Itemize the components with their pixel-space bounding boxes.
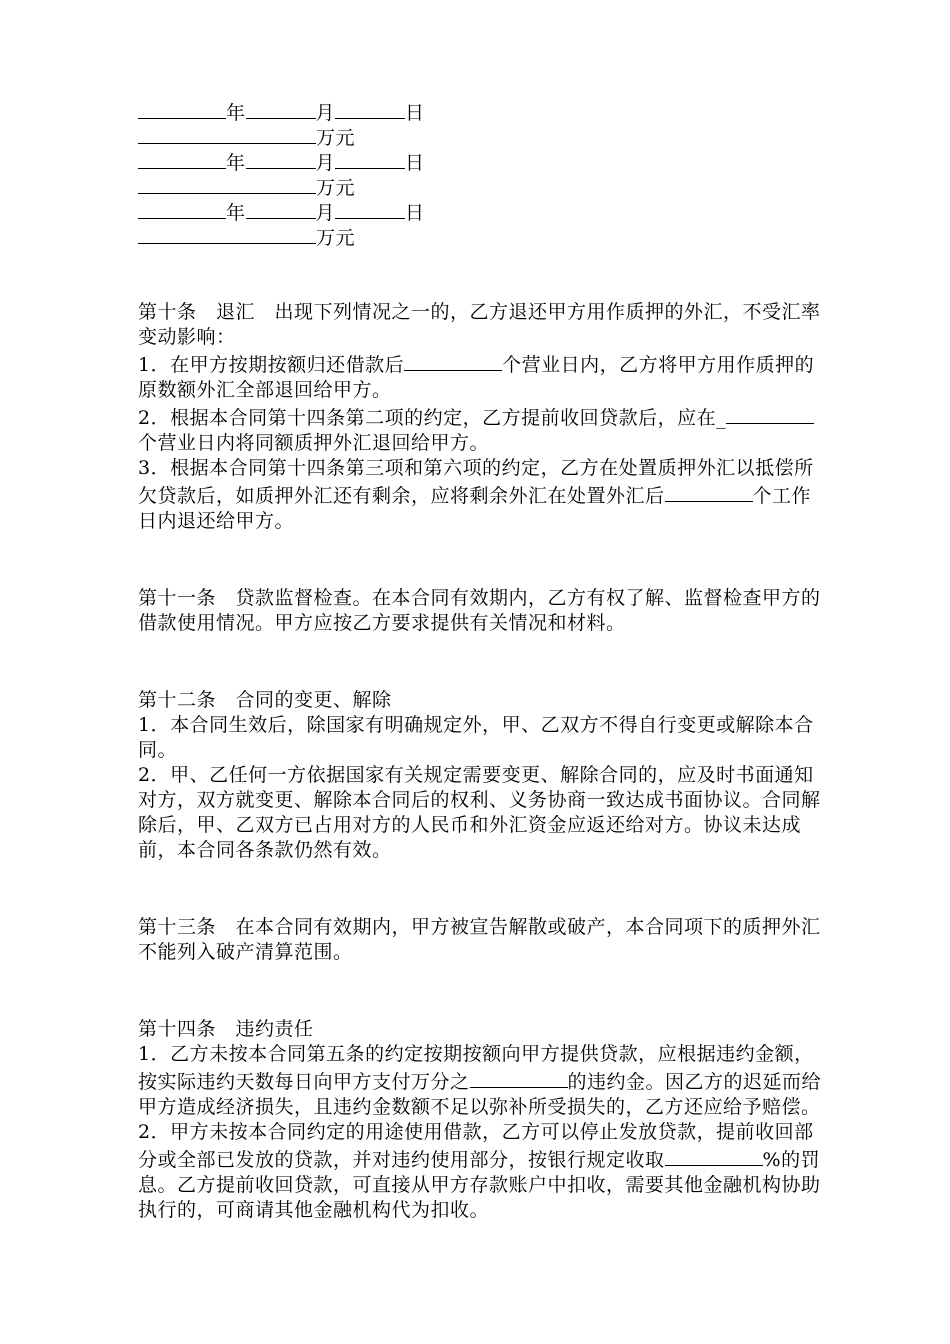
article-12 [138, 688, 828, 863]
month-label: 月 [315, 102, 336, 124]
article-10-item-3: 3．根据本合同第十四条第三项和第六项的约定，乙方在处置质押外汇以抵偿所欠贷款后，如质押外汇还有剩余，应将剩余外汇在处置外汇后 个工作日内退还给甲方。 [138, 457, 814, 532]
article-10-item-1: 1．在甲方按期按额归还借款后 个营业日内，乙方将甲方用作质押的原数额外汇全部退回给甲方。 [138, 350, 828, 403]
day-label: 日 [405, 202, 425, 224]
spacer [138, 534, 828, 586]
year-label: 年 [226, 102, 246, 124]
business-days-blank[interactable] [404, 350, 502, 371]
article-11 [138, 586, 828, 636]
article-14-heading: 第十四条 违约责任 [138, 1018, 314, 1040]
month-label: 月 [315, 152, 336, 174]
working-days-blank[interactable] [665, 481, 753, 502]
schedule-date-row [138, 148, 828, 173]
schedule-date-row [138, 98, 828, 123]
schedule-amount-row [138, 223, 828, 248]
article-10 [138, 300, 828, 534]
article-14-item-1: 1．乙方未按本合同第五条的约定按期按额向甲方提供贷款，应根据违约金额，按实际违约天数每日向甲方支付万分之 的违约金。因乙方的迟延而给甲方造成经济损失，且违约金数额不足以弥补所受损失的，乙方还应给予赔偿。 [138, 1043, 822, 1118]
contract-page [138, 98, 828, 1223]
article-10-heading: 第十条 退汇 出现下列情况之一的，乙方退还甲方用作质押的外汇，不受汇率变动影响： [138, 301, 821, 348]
month-blank[interactable] [246, 198, 316, 219]
article-13 [138, 915, 828, 965]
year-label: 年 [226, 152, 246, 174]
spacer [138, 863, 828, 915]
schedule-amount-row [138, 123, 828, 148]
penalty-rate-blank[interactable] [470, 1067, 568, 1088]
year-blank[interactable] [138, 98, 226, 119]
amount-blank[interactable] [138, 173, 316, 194]
spacer [138, 636, 828, 688]
penalty-interest-blank[interactable] [665, 1145, 763, 1166]
article-12-item-1: 1．本合同生效后，除国家有明确规定外，甲、乙双方不得自行变更或解除本合同。 [138, 714, 814, 761]
amount-unit: 万元 [316, 227, 356, 249]
spacer [138, 965, 828, 1017]
day-label: 日 [405, 152, 425, 174]
repayment-schedule [138, 98, 828, 248]
article-10-item-2: 2．根据本合同第十四条第二项的约定，乙方提前收回贷款后，应在_个营业日内将同额质押外汇退回给甲方。 [138, 403, 828, 456]
day-blank[interactable] [335, 148, 405, 169]
article-12-item-2: 2．甲、乙任何一方依据国家有关规定需要变更、解除合同的，应及时书面通知对方，双方就变更、解除本合同后的权利、义务协商一致达成书面协议。合同解除后，甲、乙双方已占用对方的人民币和外汇资金应返还给对方。协议未达成前，本合同各条款仍然有效。 [138, 764, 821, 861]
month-label: 月 [315, 202, 336, 224]
amount-blank[interactable] [138, 223, 316, 244]
schedule-amount-row [138, 173, 828, 198]
amount-unit: 万元 [316, 177, 356, 199]
spacer [138, 248, 828, 300]
business-days-blank[interactable] [726, 403, 814, 424]
year-label: 年 [226, 202, 246, 224]
month-blank[interactable] [246, 98, 316, 119]
year-blank[interactable] [138, 198, 226, 219]
article-13-text: 第十三条 在本合同有效期内，甲方被宣告解散或破产，本合同项下的质押外汇不能列入破产清算范围。 [138, 916, 821, 963]
day-label: 日 [405, 102, 425, 124]
article-11-text: 第十一条 贷款监督检查。在本合同有效期内，乙方有权了解、监督检查甲方的借款使用情况。甲方应按乙方要求提供有关情况和材料。 [138, 587, 821, 634]
article-14-item-2: 2．甲方未按本合同约定的用途使用借款，乙方可以停止发放贷款，提前收回部分或全部已发放的贷款，并对违约使用部分，按银行规定收取 %的罚息。乙方提前收回贷款，可直接从甲方存款账户中扣收，需要其他金融机构协助执行的，可商请其他金融机构代为扣收。 [138, 1121, 821, 1221]
month-blank[interactable] [246, 148, 316, 169]
article-14 [138, 1017, 828, 1223]
amount-unit: 万元 [316, 127, 356, 149]
year-blank[interactable] [138, 148, 226, 169]
schedule-date-row [138, 198, 828, 223]
amount-blank[interactable] [138, 123, 316, 144]
day-blank[interactable] [335, 98, 405, 119]
day-blank[interactable] [335, 198, 405, 219]
article-12-heading: 第十二条 合同的变更、解除 [138, 689, 392, 711]
